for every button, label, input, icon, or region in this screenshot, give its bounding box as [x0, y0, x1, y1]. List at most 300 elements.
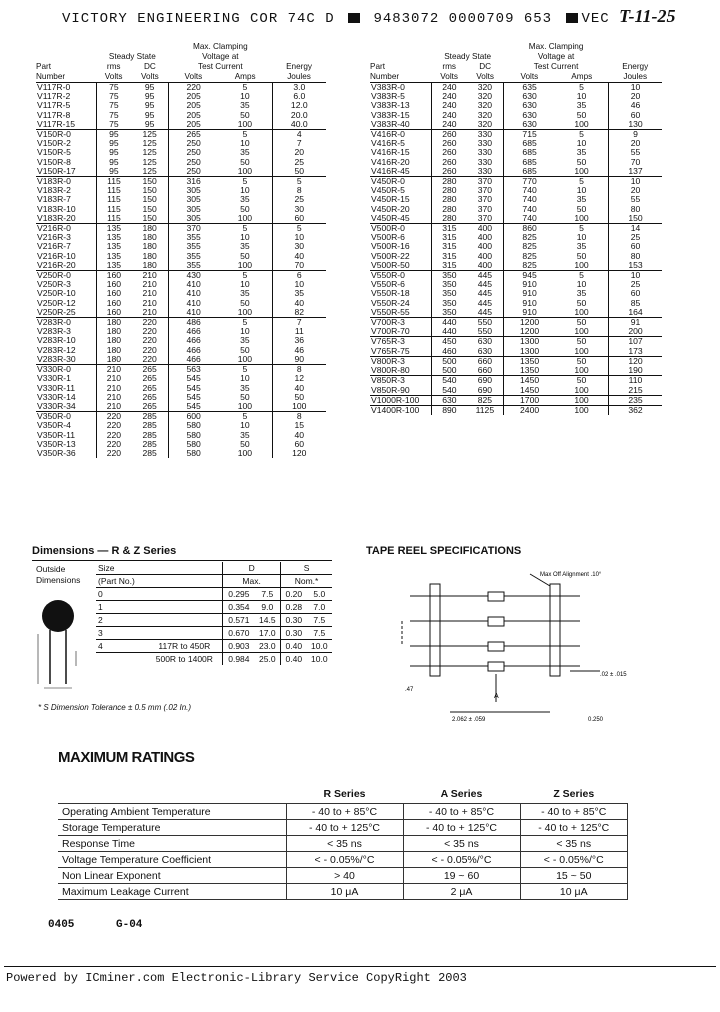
table-row [370, 92, 662, 101]
energy-joules: 80 [609, 205, 663, 214]
rms-volts: 95 [96, 130, 131, 140]
clamp-amps: 10 [240, 420, 250, 431]
rms-volts: 540 [432, 386, 467, 396]
table-row [36, 83, 326, 93]
dc-volts: 370 [477, 203, 493, 214]
clamp-amps: 35 [576, 147, 587, 158]
dc-volts: 95 [144, 100, 155, 111]
rms-volts: 540 [432, 376, 467, 386]
clamp-amps: 10 [240, 91, 250, 102]
clamp-volts: 685 [504, 167, 555, 177]
z-series-value: < - 0.05%/°C [520, 852, 628, 868]
clamp-volts: 1450 [504, 386, 555, 396]
dimension-note: * S Dimension Tolerance ± 0.5 mm (.02 In.) [38, 703, 192, 712]
a-series-value: < 35 ns [403, 836, 520, 852]
energy-joules: 25 [609, 280, 663, 289]
table-row [36, 101, 326, 110]
volts-label: Volts [104, 72, 123, 81]
rating-label: Response Time [58, 836, 286, 852]
rating-label: Maximum Leakage Current [58, 884, 286, 900]
part-range [146, 601, 222, 614]
s-mm: 7.0 [313, 602, 326, 612]
clamp-amps: 35 [576, 194, 587, 205]
clamp-amps: 10 [240, 185, 250, 196]
energy-joules: 120 [272, 449, 326, 458]
clamp-volts: 486 [169, 318, 219, 328]
clamp-amps: 50 [240, 109, 250, 120]
disc-body [42, 600, 74, 632]
energy-joules: 10 [272, 280, 326, 289]
clamp-amps: 35 [240, 241, 250, 252]
body-1 [488, 592, 504, 601]
rms-label: rms [106, 62, 121, 71]
part-number: V216R-3 [37, 232, 71, 243]
dc-volts: 400 [477, 241, 493, 252]
table-row [36, 195, 326, 204]
part-number: V500R-0 [370, 224, 432, 234]
dc-volts: 285 [142, 438, 157, 449]
dc-volts: 445 [477, 288, 493, 299]
part-number: V383R-40 [371, 118, 410, 129]
table-row [58, 820, 628, 836]
d-inch: 0.571 [223, 614, 255, 627]
dc-volts: 150 [142, 185, 157, 196]
part-number: V550R-18 [371, 288, 410, 299]
dc-volts: 180 [142, 241, 157, 252]
energy-joules: 40 [272, 384, 326, 393]
dc-volts: 320 [477, 109, 493, 120]
clamp-amps: 5 [555, 224, 608, 234]
clamp-volts: 685 [504, 139, 555, 148]
part-number: V283R-12 [37, 344, 76, 355]
clamp-volts: 910 [504, 308, 555, 318]
d-mm: 25.0 [259, 654, 276, 664]
header-company: VICTORY ENGINEERING COR 74C D [62, 11, 335, 27]
clamp-amps: 10 [576, 232, 587, 243]
rms-volts: 350 [432, 299, 467, 308]
energy-joules: 10 [609, 271, 663, 281]
table-row [36, 355, 326, 365]
rms-volts: 260 [432, 158, 467, 167]
rms-volts: 440 [432, 327, 467, 337]
steady-state-label: Steady State [444, 52, 492, 61]
z-series-value: - 40 to + 125°C [520, 820, 628, 836]
table-row [36, 346, 326, 355]
rms-volts: 315 [432, 242, 467, 251]
footer-code-right: G-04 [116, 919, 143, 931]
d-mm: 7.5 [261, 589, 274, 599]
clamp-amps: 35 [240, 100, 250, 111]
d-inch: 0.354 [223, 601, 255, 614]
clamp-amps: 5 [242, 82, 248, 92]
max-clamp-label-1: Max. Clamping [193, 42, 248, 51]
table-row [36, 139, 326, 148]
clamp-amps: 35 [576, 241, 587, 252]
rms-volts: 350 [432, 308, 467, 318]
dc-volts: 630 [477, 345, 493, 356]
clamp-volts: 545 [169, 402, 219, 412]
energy-joules: 70 [272, 261, 326, 271]
part-number: V183R-7 [37, 194, 71, 205]
table-row [370, 395, 662, 405]
table-row [370, 195, 662, 204]
table-row [36, 393, 326, 402]
clamp-amps: 50 [240, 344, 250, 355]
energy-joules: 6.0 [272, 92, 326, 101]
dc-volts: 370 [467, 177, 504, 187]
table-row [370, 83, 662, 93]
energy-joules: 25 [272, 195, 326, 204]
dc-volts: 320 [477, 118, 493, 129]
dc-label: DC [479, 62, 492, 71]
clamp-volts: 740 [504, 214, 555, 224]
rms-volts: 260 [432, 167, 467, 177]
joules-label: Joules [623, 72, 648, 81]
part-number: V183R-10 [37, 203, 76, 214]
table-row [36, 308, 326, 318]
energy-joules: 7 [272, 318, 326, 328]
rms-volts: 280 [432, 177, 467, 187]
dc-volts: 150 [142, 212, 157, 223]
joules-label: Joules [287, 72, 311, 81]
dc-volts: 210 [142, 279, 157, 290]
table-row [370, 205, 662, 214]
a-series-value: 2 μA [403, 884, 520, 900]
rms-volts: 160 [96, 308, 131, 318]
energy-joules: 25 [609, 233, 663, 242]
part-number: V216R-20 [37, 259, 76, 270]
clamp-volts: 825 [504, 252, 555, 261]
dc-volts: 1125 [467, 405, 504, 415]
part-number: V350R-36 [37, 447, 76, 458]
rms-volts: 160 [96, 289, 131, 298]
part-number: V117R-8 [37, 109, 71, 120]
energy-joules: 40 [272, 299, 326, 308]
size: 4 [98, 641, 103, 651]
part-number: V550R-0 [370, 271, 432, 281]
energy-joules: 173 [609, 347, 663, 357]
clamp-amps: 50 [576, 203, 587, 214]
clamp-amps: 10 [240, 232, 250, 243]
clamp-volts: 1700 [504, 395, 555, 405]
dc-volts: 210 [131, 271, 168, 281]
part-number: V330R-1 [37, 373, 71, 384]
part-number: V416R-0 [370, 130, 432, 140]
header-handwritten: T-11-25 [619, 6, 676, 26]
part-number: V450R-45 [371, 212, 410, 223]
table-row [370, 386, 662, 396]
rating-label: Storage Temperature [58, 820, 286, 836]
tape-reel-title: TAPE REEL SPECIFICATIONS [366, 545, 522, 557]
dc-volts: 220 [142, 326, 157, 337]
rms-volts: 280 [432, 205, 467, 214]
rms-volts: 75 [96, 92, 131, 101]
rms-volts: 240 [432, 101, 467, 110]
clamp-volts: 1350 [504, 366, 555, 376]
table-row [370, 252, 662, 261]
z-series-value: - 40 to + 85°C [520, 804, 628, 820]
body-2 [488, 617, 504, 626]
clamp-volts: 715 [504, 130, 555, 140]
dc-volts: 220 [131, 318, 168, 328]
energy-joules: 120 [609, 356, 663, 366]
dc-volts: 370 [477, 185, 493, 196]
table-row [370, 280, 662, 289]
clamp-volts: 220 [169, 83, 219, 93]
part-number: V183R-2 [37, 185, 71, 196]
clamp-amps: 35 [240, 288, 250, 299]
steady-state-label: Steady State [108, 52, 156, 61]
table-row [370, 318, 662, 328]
clamp-volts: 825 [504, 261, 555, 271]
clamp-amps: 100 [237, 165, 253, 176]
part-number: V330R-11 [37, 382, 76, 393]
part-number: V850R-90 [371, 384, 410, 395]
footer-rule [4, 966, 716, 967]
dc-volts: 210 [142, 306, 157, 317]
part-number: V416R-5 [371, 138, 405, 149]
clamp-volts: 600 [169, 412, 219, 422]
table-row [96, 627, 332, 640]
clamp-volts: 250 [169, 148, 219, 157]
dc-volts: 210 [142, 297, 157, 308]
header-code: 9483072 0000709 653 [373, 11, 553, 27]
energy-joules: 9 [609, 130, 663, 140]
part-number: V183R-20 [37, 212, 76, 223]
table-row [370, 289, 662, 298]
table-row [58, 868, 628, 884]
rms-volts: 350 [432, 280, 467, 289]
r-series-value: - 40 to + 125°C [286, 820, 403, 836]
dc-volts: 180 [142, 232, 157, 243]
table-row [58, 884, 628, 900]
table-row [370, 111, 662, 120]
energy-joules: 130 [609, 120, 663, 130]
clamp-volts: 580 [169, 440, 219, 449]
energy-joules: 36 [272, 336, 326, 345]
clamp-amps: 50 [576, 250, 587, 261]
rms-volts: 315 [432, 252, 467, 261]
rms-volts: 115 [96, 205, 131, 214]
dc-volts: 825 [467, 395, 504, 405]
clamp-amps: 50 [576, 297, 587, 308]
clamp-amps: 35 [576, 288, 587, 299]
energy-joules: 137 [609, 167, 663, 177]
clamp-amps: 35 [240, 147, 250, 158]
rms-volts: 180 [96, 327, 131, 336]
dc-volts: 320 [477, 91, 493, 102]
table-row [36, 252, 326, 261]
energy-joules: 10 [272, 233, 326, 242]
table-row [96, 601, 332, 614]
size-label: Size [98, 563, 115, 573]
rms-volts: 260 [432, 139, 467, 148]
dc-volts: 265 [142, 373, 157, 384]
d-label: D [223, 562, 281, 575]
amps-label: Amps [234, 72, 256, 81]
s-mm: 5.0 [313, 589, 326, 599]
volts-label: Volts [476, 72, 495, 81]
clamp-amps: 100 [574, 326, 589, 337]
dc-volts: 95 [144, 82, 155, 92]
clamp-amps: 5 [218, 130, 272, 140]
volts-label: Volts [141, 72, 159, 81]
clamp-amps: 100 [237, 447, 253, 458]
table-row [36, 327, 326, 336]
d-inch: 0.295 [223, 588, 255, 601]
part-number: V450R-0 [370, 177, 432, 187]
size: 1 [98, 602, 103, 612]
energy-joules: 30 [272, 242, 326, 251]
rating-label: Non Linear Exponent [58, 868, 286, 884]
clamp-volts: 370 [169, 224, 219, 234]
part-number: V383R-13 [371, 100, 410, 111]
rms-volts: 210 [96, 402, 131, 412]
table-row [36, 365, 326, 375]
energy-joules: 91 [609, 318, 663, 328]
rating-label: Voltage Temperature Coefficient [58, 852, 286, 868]
energy-joules: 60 [609, 242, 663, 251]
energy-label: Energy [286, 62, 313, 71]
energy-joules: 55 [609, 148, 663, 157]
energy-joules: 12.0 [272, 101, 326, 110]
part-number: V117R-2 [37, 91, 71, 102]
rms-volts: 460 [432, 347, 467, 357]
s-mm: 7.5 [313, 615, 326, 625]
dc-volts: 690 [477, 384, 493, 395]
rms-volts: 220 [96, 412, 131, 422]
clamp-volts: 910 [504, 299, 555, 308]
part-number: V550R-55 [371, 306, 410, 317]
part-number: V416R-45 [371, 165, 410, 176]
dc-volts: 265 [142, 400, 157, 411]
clamp-amps: 5 [555, 130, 608, 140]
z-series-value: < 35 ns [520, 836, 628, 852]
part-number: V765R-3 [370, 337, 432, 347]
table-row [36, 402, 326, 412]
footer-powered: Powered by ICminer.com Electronic-Library Service CopyRight 2003 [6, 971, 467, 985]
part-number: V550R-6 [371, 279, 405, 290]
volts-label: Volts [440, 72, 459, 81]
energy-joules: 10 [609, 83, 663, 93]
s-inch: 0.30 [281, 627, 307, 640]
clamp-volts: 205 [169, 111, 219, 120]
clamp-volts: 250 [169, 158, 219, 167]
dimensions-label: Dimensions [36, 575, 81, 585]
part-range [146, 588, 222, 601]
table-row [36, 421, 326, 430]
energy-joules: 5 [272, 224, 326, 234]
rms-volts: 315 [432, 233, 467, 242]
table-row [36, 412, 326, 422]
rms-volts: 95 [96, 167, 131, 177]
dc-volts: 125 [131, 130, 168, 140]
dc-volts: 285 [142, 429, 157, 440]
clamp-volts: 635 [504, 83, 555, 93]
rms-volts: 450 [432, 337, 467, 347]
rms-volts: 180 [96, 318, 131, 328]
clamp-amps: 10 [576, 185, 587, 196]
rms-volts: 180 [96, 336, 131, 345]
clamp-amps: 35 [240, 429, 250, 440]
dc-volts: 550 [467, 318, 504, 328]
table-row [36, 120, 326, 130]
z-series-value: 10 μA [520, 884, 628, 900]
rms-volts: 220 [96, 440, 131, 449]
clamp-amps: 10 [576, 138, 587, 149]
clamp-amps: 5 [555, 271, 608, 281]
s-mm: 10.0 [311, 641, 328, 651]
clamp-volts: 910 [504, 280, 555, 289]
r-series-value: - 40 to + 85°C [286, 804, 403, 820]
clamp-amps: 50 [555, 337, 608, 347]
part-number: V350R-13 [37, 438, 76, 449]
part-range [146, 627, 222, 640]
max-clamp-label-1: Max. Clamping [528, 42, 584, 51]
clamp-volts: 2400 [504, 405, 555, 415]
ratings-table-wrap [58, 785, 628, 900]
dc-volts: 330 [467, 130, 504, 140]
outside-label: Outside [36, 564, 66, 574]
rms-volts: 95 [96, 139, 131, 148]
part-number: V550R-24 [371, 297, 410, 308]
clamp-amps: 50 [240, 391, 250, 402]
dc-volts: 220 [142, 344, 157, 355]
table-row [96, 614, 332, 627]
clamp-volts: 355 [169, 261, 219, 271]
tape-right [550, 584, 560, 676]
table-row [96, 588, 332, 601]
part-number: V150R-0 [36, 130, 96, 140]
rms-volts: 115 [96, 186, 131, 195]
clamp-amps: 100 [237, 353, 253, 364]
clamp-volts: 685 [504, 158, 555, 167]
part-number: V450R-5 [371, 185, 405, 196]
header-vec: VEC [581, 11, 610, 27]
body-3 [488, 642, 504, 651]
s-inch: 0.30 [281, 614, 307, 627]
rms-volts: 500 [432, 356, 467, 366]
clamp-amps: 10 [240, 138, 250, 149]
dc-volts: 550 [477, 326, 493, 337]
clamp-volts: 945 [504, 271, 555, 281]
outside-dimensions-label [36, 564, 80, 586]
clamp-amps: 10 [240, 326, 250, 337]
dc-volts: 285 [142, 420, 157, 431]
clamp-volts: 1450 [504, 376, 555, 386]
rms-volts: 160 [96, 299, 131, 308]
number-label: Number [370, 72, 400, 81]
clamp-amps: 5 [218, 365, 272, 375]
dc-volts: 370 [477, 212, 493, 223]
rms-volts: 240 [432, 111, 467, 120]
energy-joules: 40 [272, 431, 326, 440]
clamp-volts: 545 [169, 384, 219, 393]
rms-volts: 630 [432, 395, 467, 405]
clamp-amps: 50 [240, 438, 250, 449]
rms-volts: 135 [96, 252, 131, 261]
part-number: V250R-3 [37, 279, 71, 290]
energy-joules: 100 [272, 402, 326, 412]
part-range: 500R to 1400R [155, 654, 213, 664]
rms-volts: 240 [432, 120, 467, 130]
clamp-amps: 50 [576, 156, 587, 167]
table-row [370, 167, 662, 177]
energy-joules: 5 [272, 177, 326, 187]
rms-volts: 75 [96, 101, 131, 110]
energy-joules: 107 [609, 337, 663, 347]
table-row [370, 337, 662, 347]
